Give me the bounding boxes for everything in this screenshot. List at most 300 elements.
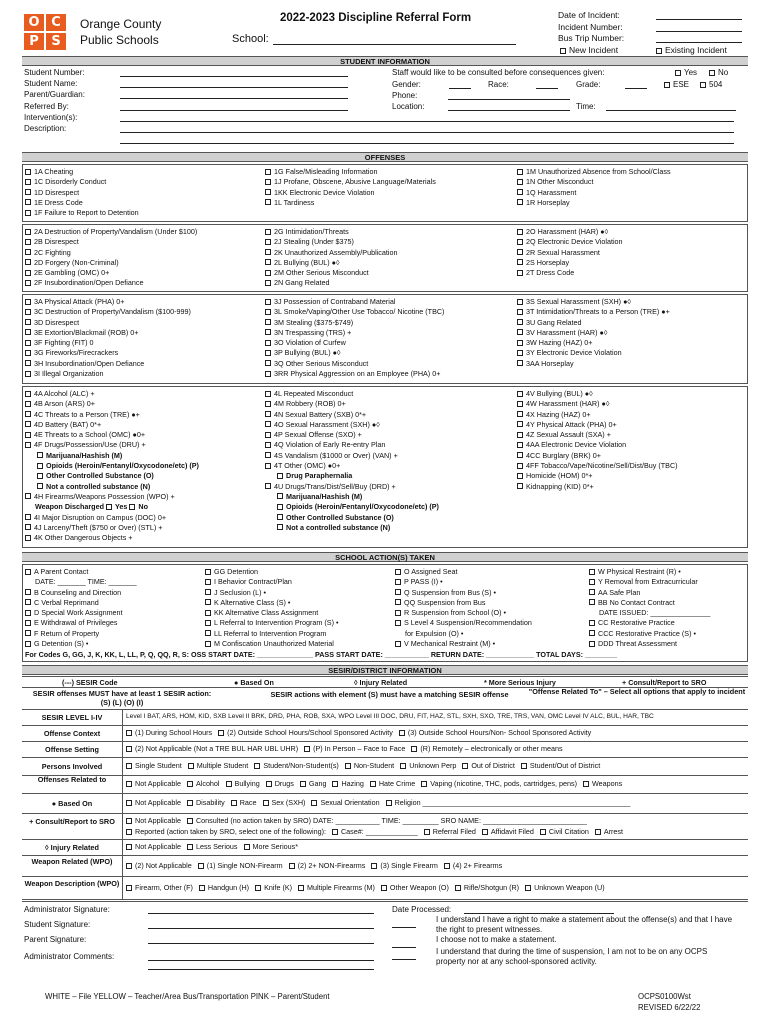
offenses-related-option[interactable] [421,779,577,788]
reported-sro-option[interactable] [424,827,476,836]
offense-checkbox[interactable] [265,297,444,307]
weapon-related-option[interactable] [444,861,502,870]
offense-checkbox[interactable] [265,258,397,268]
checkbox[interactable] [25,360,31,366]
checkbox[interactable] [25,391,31,397]
checkbox[interactable] [231,800,237,806]
offense-setting-option[interactable] [126,744,298,753]
offense-checkbox[interactable] [265,188,436,198]
offenses-related-option[interactable] [583,779,622,788]
checkbox[interactable] [540,829,546,835]
checkbox[interactable] [332,829,338,835]
based-on-option[interactable] [126,798,181,807]
admin-comments-signature-field[interactable] [148,953,374,961]
drug-type-checkbox[interactable] [25,451,199,461]
offense-checkbox[interactable] [517,248,623,258]
drug-type-checkbox[interactable] [25,471,199,481]
checkbox[interactable] [517,401,523,407]
checkbox[interactable] [517,329,523,335]
weapon-description-option[interactable] [255,883,292,892]
offense-checkbox[interactable] [25,237,197,247]
drug-type-checkbox[interactable] [265,502,439,512]
drug-type-checkbox[interactable] [265,492,439,502]
checkbox[interactable] [395,620,401,626]
checkbox[interactable] [37,483,43,489]
checkbox[interactable] [254,763,260,769]
action-checkbox[interactable] [25,588,137,598]
checkbox[interactable] [517,249,523,255]
offense-checkbox[interactable] [517,268,623,278]
checkbox[interactable] [589,589,595,595]
checkbox[interactable] [25,319,31,325]
offense-checkbox[interactable] [265,451,439,461]
offense-checkbox[interactable] [25,389,199,399]
offense-checkbox[interactable] [25,208,139,218]
checkbox[interactable] [25,329,31,335]
checkbox[interactable] [371,863,377,869]
checkbox[interactable] [129,504,135,510]
reported-sro-option[interactable] [482,827,534,836]
checkbox[interactable] [25,535,31,541]
checkbox[interactable] [395,641,401,647]
checkbox[interactable] [277,524,283,530]
checkbox[interactable] [265,319,271,325]
checkbox[interactable] [277,473,283,479]
checkbox[interactable] [444,863,450,869]
action-checkbox[interactable] [205,598,339,608]
offense-checkbox[interactable] [265,328,444,338]
weapon-description-option[interactable] [455,883,519,892]
drug-type-checkbox[interactable] [25,482,199,492]
offense-checkbox[interactable] [517,188,671,198]
reported-sro-option[interactable] [126,827,326,836]
offense-checkbox[interactable] [25,297,191,307]
date-processed-field[interactable] [464,906,614,914]
checkbox[interactable] [205,610,211,616]
offense-context-option[interactable] [218,728,393,737]
action-checkbox[interactable] [395,567,532,577]
checkbox[interactable] [265,483,271,489]
checkbox[interactable] [255,885,261,891]
checkbox[interactable] [25,179,31,185]
checkbox[interactable] [25,270,31,276]
offense-checkbox[interactable] [517,258,623,268]
checkbox[interactable] [265,249,271,255]
offense-checkbox[interactable] [517,359,670,369]
action-checkbox[interactable] [589,598,710,608]
offense-checkbox[interactable] [265,237,397,247]
checkbox[interactable] [25,641,31,647]
consult-yes-option[interactable] [675,68,697,77]
checkbox[interactable] [205,589,211,595]
offenses-related-option[interactable] [266,779,294,788]
checkbox[interactable] [300,781,306,787]
checkbox[interactable] [395,579,401,585]
checkbox[interactable] [265,452,271,458]
checkbox[interactable] [517,189,523,195]
checkbox[interactable] [411,746,417,752]
student-name-field[interactable] [120,80,348,88]
checkbox[interactable] [265,360,271,366]
existing-incident-option[interactable] [656,45,727,56]
offenses-related-option[interactable] [187,779,220,788]
checkbox[interactable] [517,391,523,397]
action-checkbox[interactable] [25,598,137,608]
admin-signature-field[interactable] [148,906,374,914]
checkbox[interactable] [277,514,283,520]
checkbox[interactable] [25,340,31,346]
offense-checkbox[interactable] [25,410,199,420]
offense-checkbox[interactable] [517,297,670,307]
action-checkbox[interactable] [589,639,710,649]
offense-checkbox[interactable] [25,328,191,338]
checkbox[interactable] [198,863,204,869]
checkbox[interactable] [277,493,283,499]
action-checkbox[interactable] [395,598,532,608]
persons-involved-option[interactable] [254,761,339,770]
checkbox[interactable] [265,189,271,195]
offense-context-option[interactable] [399,728,591,737]
weapon-related-option[interactable] [371,861,438,870]
location-field[interactable] [448,103,570,111]
checkbox[interactable] [675,70,681,76]
checkbox[interactable] [395,569,401,575]
school-field[interactable] [273,34,516,45]
checkbox[interactable] [482,829,488,835]
checkbox[interactable] [25,589,31,595]
offense-checkbox[interactable] [517,167,671,177]
offense-checkbox[interactable] [517,177,671,187]
consult-sro-option[interactable] [187,816,587,825]
action-checkbox[interactable] [589,567,710,577]
checkbox[interactable] [265,299,271,305]
bus-trip-number-field[interactable] [656,34,742,43]
race-field[interactable] [536,81,558,89]
checkbox[interactable] [395,610,401,616]
checkbox[interactable] [265,340,271,346]
checkbox[interactable] [187,818,193,824]
checkbox[interactable] [517,270,523,276]
checkbox[interactable] [421,781,427,787]
offense-checkbox[interactable] [265,369,444,379]
persons-involved-option[interactable] [126,761,182,770]
checkbox[interactable] [265,280,271,286]
action-checkbox[interactable] [395,588,532,598]
checkbox[interactable] [126,781,132,787]
based-on-option[interactable] [231,798,257,807]
checkbox[interactable] [265,350,271,356]
checkbox[interactable] [304,746,310,752]
action-checkbox[interactable] [205,567,339,577]
reported-sro-option[interactable] [595,827,623,836]
offense-checkbox[interactable] [265,248,397,258]
checkbox[interactable] [517,442,523,448]
offense-checkbox[interactable] [265,430,439,440]
persons-involved-option[interactable] [400,761,456,770]
offense-checkbox[interactable] [25,307,191,317]
checkbox[interactable] [205,641,211,647]
new-incident-option[interactable] [560,45,618,56]
checkbox[interactable] [188,763,194,769]
checkbox[interactable] [517,340,523,346]
action-checkbox[interactable] [589,588,710,598]
drug-type-checkbox[interactable] [25,461,199,471]
checkbox[interactable] [424,829,430,835]
checkbox[interactable] [126,730,132,736]
checkbox[interactable] [517,483,523,489]
checkbox[interactable] [265,309,271,315]
checkbox[interactable] [25,442,31,448]
checkbox[interactable] [583,781,589,787]
ese-option[interactable] [664,80,689,89]
offense-checkbox[interactable] [25,348,191,358]
action-checkbox[interactable] [25,567,137,577]
checkbox[interactable] [517,463,523,469]
checkbox[interactable] [399,730,405,736]
checkbox[interactable] [517,259,523,265]
description-field[interactable] [120,125,734,133]
checkbox[interactable] [226,781,232,787]
checkbox[interactable] [517,452,523,458]
offense-checkbox[interactable] [25,318,191,328]
checkbox[interactable] [126,844,132,850]
offense-checkbox[interactable] [265,318,444,328]
checkbox[interactable] [700,82,706,88]
weapon-description-option[interactable] [126,883,193,892]
checkbox[interactable] [25,514,31,520]
action-checkbox[interactable] [205,639,339,649]
offense-checkbox[interactable] [25,523,199,533]
checkbox[interactable] [589,641,595,647]
offense-checkbox[interactable] [265,278,397,288]
weapon-description-option[interactable] [381,883,449,892]
offense-checkbox[interactable] [517,420,678,430]
offense-checkbox[interactable] [25,167,139,177]
offense-checkbox[interactable] [517,307,670,317]
offense-checkbox[interactable] [25,420,199,430]
offense-checkbox[interactable] [517,482,678,492]
offense-checkbox[interactable] [265,167,436,177]
offense-checkbox[interactable] [517,461,678,471]
offense-checkbox[interactable] [25,440,199,450]
checkbox[interactable] [199,885,205,891]
checkbox[interactable] [395,599,401,605]
offense-checkbox[interactable] [517,399,678,409]
offense-checkbox[interactable] [517,410,678,420]
checkbox[interactable] [25,259,31,265]
checkbox[interactable] [589,579,595,585]
checkbox[interactable] [517,299,523,305]
checkbox[interactable] [709,70,715,76]
checkbox[interactable] [517,473,523,479]
action-checkbox[interactable] [25,639,137,649]
checkbox[interactable] [187,800,193,806]
checkbox[interactable] [386,800,392,806]
checkbox[interactable] [126,863,132,869]
checkbox[interactable] [25,350,31,356]
checkbox[interactable] [25,432,31,438]
weapon-discharged-no[interactable] [129,502,148,511]
offense-checkbox[interactable] [25,268,197,278]
weapon-description-option[interactable] [199,883,249,892]
checkbox[interactable] [244,844,250,850]
action-checkbox[interactable] [205,629,339,639]
referred-by-field[interactable] [120,103,348,111]
checkbox[interactable] [395,589,401,595]
offense-checkbox[interactable] [265,227,397,237]
checkbox[interactable] [37,452,43,458]
section-504-option[interactable] [700,80,722,89]
checkbox[interactable] [345,763,351,769]
offense-checkbox[interactable] [517,328,670,338]
checkbox[interactable] [126,800,132,806]
checkbox[interactable] [589,630,595,636]
checkbox[interactable] [265,463,271,469]
offense-checkbox[interactable] [265,461,439,471]
offense-checkbox[interactable] [25,227,197,237]
checkbox[interactable] [265,229,271,235]
checkbox[interactable] [25,421,31,427]
student-signature-field[interactable] [148,921,374,929]
offense-checkbox[interactable] [517,237,623,247]
checkbox[interactable] [25,630,31,636]
checkbox[interactable] [517,179,523,185]
statement-initial-field[interactable] [392,927,416,928]
offense-checkbox[interactable] [25,248,197,258]
checkbox[interactable] [25,169,31,175]
checkbox[interactable] [265,411,271,417]
checkbox[interactable] [656,48,662,54]
offense-checkbox[interactable] [517,389,678,399]
checkbox[interactable] [298,885,304,891]
action-checkbox[interactable] [205,588,339,598]
checkbox[interactable] [517,411,523,417]
drug-type-checkbox[interactable] [265,513,439,523]
offense-checkbox[interactable] [517,451,678,461]
checkbox[interactable] [37,473,43,479]
checkbox[interactable] [25,599,31,605]
drug-type-checkbox[interactable] [265,523,439,533]
checkbox[interactable] [311,800,317,806]
offense-checkbox[interactable] [265,198,436,208]
checkbox[interactable] [205,620,211,626]
checkbox[interactable] [25,371,31,377]
checkbox[interactable] [25,249,31,255]
checkbox[interactable] [265,391,271,397]
weapon-related-option[interactable] [198,861,283,870]
offense-checkbox[interactable] [25,188,139,198]
checkbox[interactable] [265,432,271,438]
offense-checkbox[interactable] [25,513,199,523]
checkbox[interactable] [25,493,31,499]
offense-setting-option[interactable] [411,744,562,753]
offense-context-option[interactable] [126,728,212,737]
checkbox[interactable] [265,179,271,185]
offense-checkbox[interactable] [25,492,199,502]
checkbox[interactable] [25,411,31,417]
checkbox[interactable] [265,401,271,407]
date-of-incident-field[interactable] [656,11,742,20]
checkbox[interactable] [332,781,338,787]
checkbox[interactable] [25,189,31,195]
checkbox[interactable] [187,844,193,850]
checkbox[interactable] [589,620,595,626]
checkbox[interactable] [400,763,406,769]
checkbox[interactable] [525,885,531,891]
persons-involved-option[interactable] [462,761,515,770]
checkbox[interactable] [25,401,31,407]
checkbox[interactable] [126,746,132,752]
offense-checkbox[interactable] [25,399,199,409]
consult-sro-option[interactable] [126,816,181,825]
checkbox[interactable] [277,504,283,510]
action-checkbox[interactable] [205,618,339,628]
checkbox[interactable] [25,239,31,245]
parent-guardian-field[interactable] [120,91,348,99]
based-on-option[interactable] [311,798,379,807]
offense-checkbox[interactable] [265,410,439,420]
action-checkbox[interactable] [395,577,532,587]
injury-related-option[interactable] [187,842,238,851]
statement-initial-field[interactable] [392,947,416,948]
offense-checkbox[interactable] [517,440,678,450]
checkbox[interactable] [265,421,271,427]
offense-checkbox[interactable] [517,227,623,237]
offense-checkbox[interactable] [517,430,678,440]
checkbox[interactable] [265,329,271,335]
offense-checkbox[interactable] [25,359,191,369]
checkbox[interactable] [263,800,269,806]
offense-checkbox[interactable] [265,440,439,450]
weapon-description-option[interactable] [298,883,375,892]
checkbox[interactable] [589,599,595,605]
checkbox[interactable] [455,885,461,891]
admin-comments-field-line2[interactable] [148,962,374,970]
checkbox[interactable] [265,169,271,175]
offense-checkbox[interactable] [25,177,139,187]
checkbox[interactable] [381,885,387,891]
checkbox[interactable] [126,885,132,891]
offenses-related-option[interactable] [300,779,327,788]
time-field[interactable] [606,103,736,111]
offense-checkbox[interactable] [265,399,439,409]
student-number-field[interactable] [120,69,348,77]
checkbox[interactable] [126,829,132,835]
weapon-related-option[interactable] [289,861,366,870]
checkbox[interactable] [25,569,31,575]
checkbox[interactable] [517,309,523,315]
checkbox[interactable] [25,610,31,616]
injury-related-option[interactable] [244,842,299,851]
consult-no-option[interactable] [709,68,728,77]
checkbox[interactable] [289,863,295,869]
offense-checkbox[interactable] [25,278,197,288]
offense-checkbox[interactable] [25,533,199,543]
checkbox[interactable] [517,239,523,245]
checkbox[interactable] [589,569,595,575]
checkbox[interactable] [517,421,523,427]
offense-checkbox[interactable] [517,198,671,208]
offense-checkbox[interactable] [25,258,197,268]
checkbox[interactable] [462,763,468,769]
checkbox[interactable] [25,620,31,626]
offense-checkbox[interactable] [265,482,439,492]
checkbox[interactable] [25,299,31,305]
offense-checkbox[interactable] [265,359,444,369]
checkbox[interactable] [205,630,211,636]
checkbox[interactable] [265,239,271,245]
checkbox[interactable] [517,319,523,325]
